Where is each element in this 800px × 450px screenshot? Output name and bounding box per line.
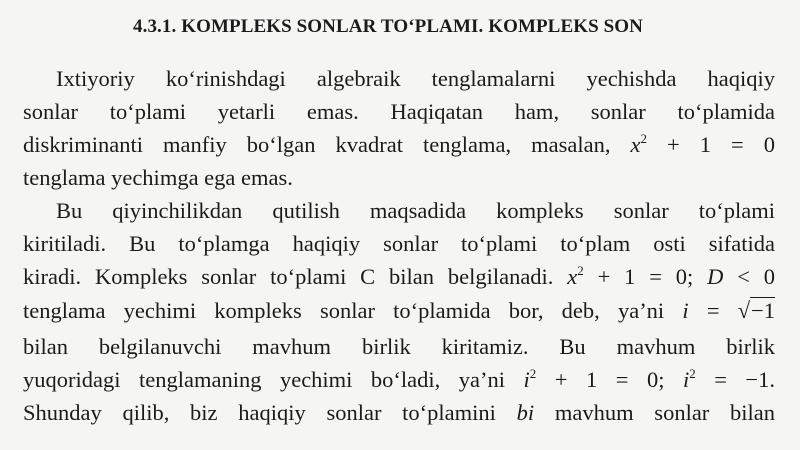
paragraph-2-line-1 bbox=[56, 196, 775, 226]
math-variable-d: D bbox=[707, 264, 724, 289]
square-root-sign: √ bbox=[737, 298, 751, 323]
text-run: kiradi. Kompleks sonlar to‘plami C bilan belgilanadi. bbox=[23, 264, 568, 289]
text-run: diskriminanti manfiy bo‘lgan kvadrat tenglama, masalan, bbox=[23, 132, 631, 157]
math-radicand: −1 bbox=[751, 298, 775, 323]
math-expression: + 1 = 0; bbox=[536, 367, 683, 392]
text-run: Ixtiyoriy ko‘rinishdagi algebraik tenglamalarni yechishda haqiqiy bbox=[56, 66, 775, 91]
math-exponent: 2 bbox=[577, 263, 584, 278]
paragraph-1-line-4 bbox=[23, 163, 775, 193]
math-expression: = bbox=[688, 298, 738, 323]
text-run: yuqoridagi tenglamaning yechimi bo‘ladi, ya’ni bbox=[23, 367, 524, 392]
text-run: mavhum sonlar bilan bbox=[534, 400, 776, 425]
math-expression: = −1. bbox=[695, 367, 775, 392]
text-run: bilan belgilanuvchi mavhum birlik kiritamiz. Bu mavhum birlik bbox=[23, 334, 775, 359]
math-variable-x: x bbox=[567, 264, 578, 289]
paragraph-2-line-2 bbox=[23, 229, 775, 259]
math-expression: + 1 = 0 bbox=[647, 132, 775, 157]
section-heading: 4.3.1. KOMPLEKS SONLAR TO‘PLAMI. KOMPLEKS SON bbox=[133, 16, 643, 37]
math-expression: + 1 = 0; bbox=[583, 264, 708, 289]
paragraph-1-line-1 bbox=[56, 64, 775, 94]
math-variable-i: i bbox=[682, 298, 689, 323]
paragraph-2-line-3 bbox=[23, 262, 775, 292]
paragraph-2-line-4 bbox=[23, 296, 775, 326]
math-expression: < 0 bbox=[723, 264, 775, 289]
math-variable-x: x bbox=[630, 132, 641, 157]
math-exponent: 2 bbox=[689, 366, 696, 381]
text-run: sonlar to‘plami yetarli emas. Haqiqatan ham, sonlar to‘plamida bbox=[23, 99, 775, 124]
text-run: Shunday qilib, biz haqiqiy sonlar to‘plamini bbox=[23, 400, 517, 425]
paragraph-1-line-2 bbox=[23, 97, 775, 127]
paragraph-2-line-7 bbox=[23, 398, 775, 428]
math-variable-bi: bi bbox=[516, 400, 535, 425]
math-exponent: 2 bbox=[640, 131, 648, 146]
text-run: tenglama yechimga ega emas. bbox=[23, 165, 293, 190]
text-run: Bu qiyinchilikdan qutilish maqsadida kompleks sonlar to‘plami bbox=[56, 198, 775, 223]
paragraph-2-line-6 bbox=[23, 365, 775, 395]
math-variable-i: i bbox=[523, 367, 530, 392]
paragraph-1-line-3 bbox=[23, 130, 775, 160]
paragraph-2-line-5 bbox=[23, 332, 775, 362]
math-exponent: 2 bbox=[529, 366, 537, 381]
math-variable-i: i bbox=[682, 367, 690, 392]
text-run: tenglama yechimi kompleks sonlar to‘plamida bor, deb, ya’ni bbox=[23, 298, 683, 323]
text-run: kiritiladi. Bu to‘plamga haqiqiy sonlar to‘plami to‘plam osti sifatida bbox=[23, 231, 775, 256]
